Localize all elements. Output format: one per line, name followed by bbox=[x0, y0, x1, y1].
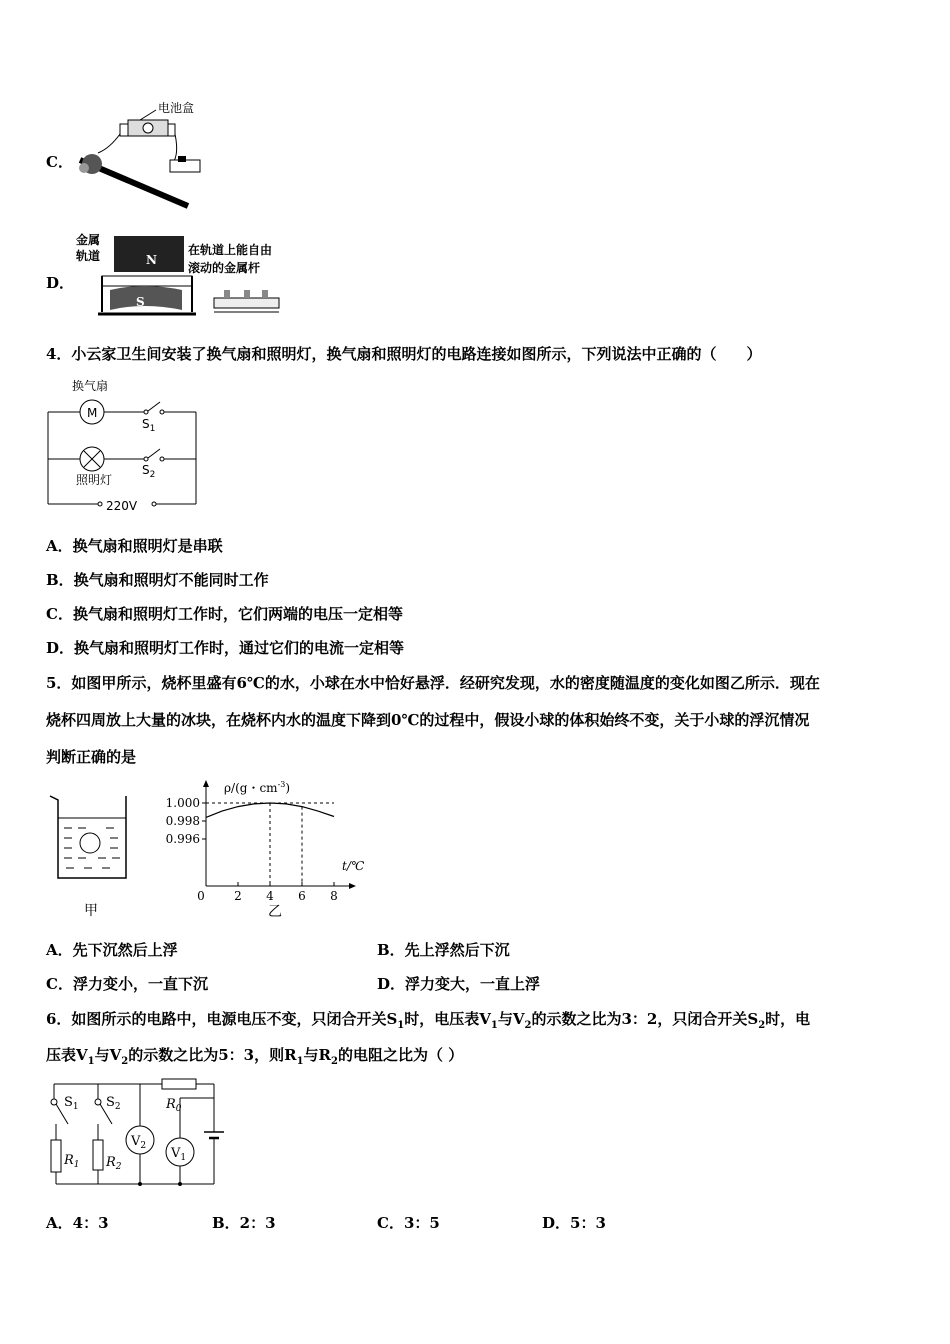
v2-symbol: $V_2$ bbox=[131, 1134, 147, 1151]
y-axis-label: ρ/(g・$cm^{-3}$) bbox=[224, 780, 291, 795]
x-tick-label: 4 bbox=[266, 889, 274, 903]
s2-label: $S_2$ bbox=[142, 463, 156, 480]
x-tick-label: 6 bbox=[298, 889, 306, 903]
q6-option-a: A．4：3 bbox=[46, 1214, 109, 1232]
q3-figure-d bbox=[74, 232, 286, 324]
q3-option-c-label: C． bbox=[46, 153, 73, 171]
r0-label: $R_0$ bbox=[166, 1097, 182, 1114]
q5-option-d: D．浮力变大，一直上浮 bbox=[377, 975, 541, 993]
q5-stem-line2: 烧杯四周放上大量的冰块，在烧杯内水的温度下降到0℃的过程中，假设小球的体积始终不变，关于小球的浮沉情况 bbox=[46, 711, 810, 729]
voltage-label: 220V bbox=[106, 499, 138, 513]
pole-n: N bbox=[146, 253, 157, 267]
y-tick-label: 0.998 bbox=[165, 814, 200, 828]
motor-symbol: M bbox=[87, 406, 98, 420]
x-axis-label: t/℃ bbox=[342, 859, 365, 873]
beaker-figure bbox=[44, 790, 134, 920]
q3-figure-c bbox=[70, 98, 210, 213]
pole-s: S bbox=[136, 295, 145, 309]
rod-label-2: 滚动的金属杆 bbox=[188, 261, 261, 275]
q5-stem-line3: 判断正确的是 bbox=[46, 748, 137, 766]
q4-stem: 4．小云家卫生间安装了换气扇和照明灯，换气扇和照明灯的电路连接如图所示，下列说法中正确的（ ） bbox=[46, 345, 762, 363]
s1-label: $S_1$ bbox=[64, 1095, 79, 1112]
x-tick-label: 0 bbox=[197, 889, 205, 903]
q5-option-b: B．先上浮然后下沉 bbox=[377, 941, 510, 959]
rail-label-2: 轨道 bbox=[76, 249, 101, 263]
lamp-label: 照明灯 bbox=[76, 473, 113, 487]
rod-label-1: 在轨道上能自由 bbox=[188, 243, 273, 257]
x-tick-label: 8 bbox=[330, 889, 338, 903]
beaker-caption: 甲 bbox=[84, 903, 98, 919]
q4-option-d: D．换气扇和照明灯工作时，通过它们的电流一定相等 bbox=[46, 639, 405, 657]
r1-label: $R_1$ bbox=[64, 1153, 80, 1170]
chart-caption: 乙 bbox=[268, 904, 282, 920]
q5-option-a: A．先下沉然后上浮 bbox=[46, 941, 178, 959]
q6-stem-line1: 6．如图所示的电路中，电源电压不变，只闭合开关$S_1$时，电压表$V_1$与$V_2$的示数之比为3：2，只闭合开关$S_2$时，电 bbox=[46, 1010, 811, 1031]
q5-stem-line1: 5．如图甲所示，烧杯里盛有6℃的水，小球在水中恰好悬浮．经研究发现，水的密度随温度的变化如图乙所示．现在 bbox=[46, 674, 820, 692]
x-tick-label: 2 bbox=[234, 889, 242, 903]
q6-stem-line2: 压表$V_1$与$V_2$的示数之比为5：3，则$R_1$与$R_2$的电阻之比为（ ） bbox=[46, 1046, 464, 1067]
s2-label: $S_2$ bbox=[106, 1095, 121, 1112]
q4-option-b: B．换气扇和照明灯不能同时工作 bbox=[46, 571, 269, 589]
y-tick-label: 1.000 bbox=[165, 796, 200, 810]
q4-option-a: A．换气扇和照明灯是串联 bbox=[46, 537, 223, 555]
battery-box-label: 电池盒 bbox=[158, 101, 195, 115]
q6-option-c: C．3：5 bbox=[377, 1214, 440, 1232]
s1-label: $S_1$ bbox=[142, 417, 156, 434]
rail-label-1: 金属 bbox=[76, 233, 101, 247]
density-chart bbox=[160, 778, 380, 923]
fan-label: 换气扇 bbox=[72, 379, 109, 393]
y-tick-label: 0.996 bbox=[165, 832, 200, 846]
q6-circuit-figure bbox=[44, 1076, 234, 1188]
q3-option-d-label: D． bbox=[46, 274, 75, 292]
q4-circuit-figure bbox=[44, 374, 204, 514]
v1-symbol: $V_1$ bbox=[171, 1146, 187, 1163]
r2-label: $R_2$ bbox=[106, 1155, 122, 1172]
q6-option-b: B．2：3 bbox=[212, 1214, 276, 1232]
q4-option-c: C．换气扇和照明灯工作时，它们两端的电压一定相等 bbox=[46, 605, 403, 623]
q5-option-c: C．浮力变小，一直下沉 bbox=[46, 975, 208, 993]
q6-option-d: D．5：3 bbox=[542, 1214, 606, 1232]
